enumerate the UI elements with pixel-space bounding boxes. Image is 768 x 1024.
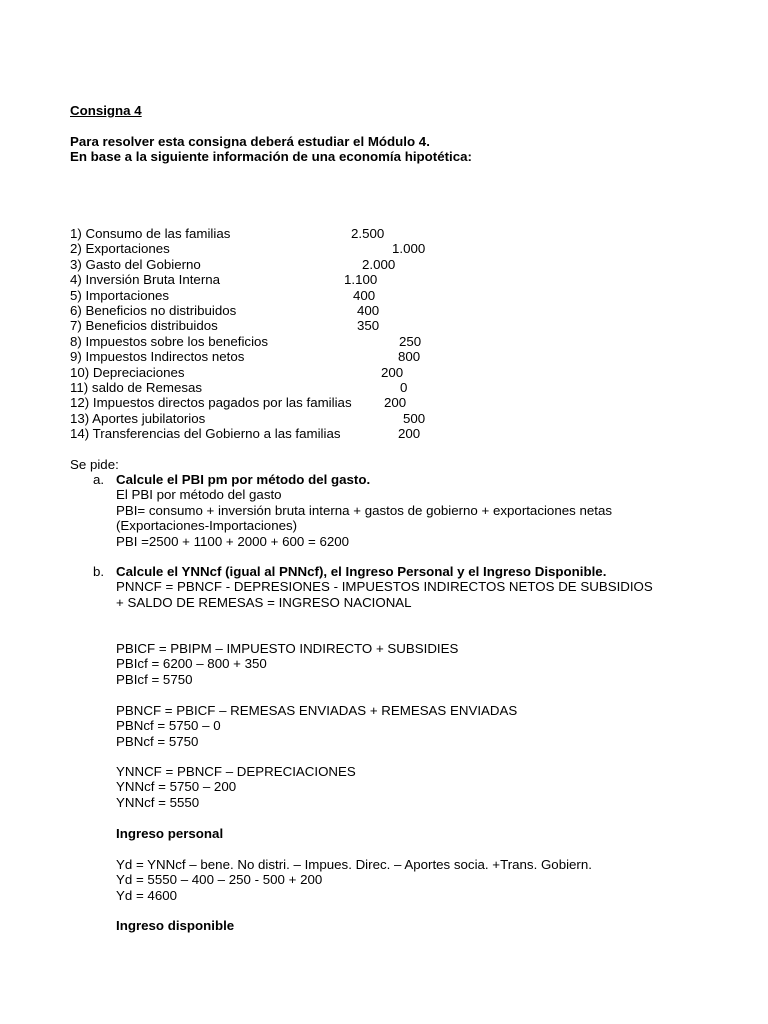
data-value: 400 bbox=[353, 287, 376, 303]
formula-line: YNNcf = 5550 bbox=[116, 794, 200, 810]
data-label: 3) Gasto del Gobierno bbox=[70, 256, 201, 272]
data-row bbox=[70, 365, 490, 380]
part-a-body bbox=[116, 472, 726, 549]
data-label: 4) Inversión Bruta Interna bbox=[70, 272, 221, 288]
data-value: 250 bbox=[399, 333, 422, 349]
data-label: 11) saldo de Remesas bbox=[70, 379, 203, 395]
formula-line: PBNCF = PBICF – REMESAS ENVIADAS + REMESAS ENVIADAS bbox=[116, 703, 518, 718]
data-label: 12) Impuestos directos pagados por las familias bbox=[70, 395, 352, 411]
formula-line: PBICF = PBIPM – IMPUESTO INDIRECTO + SUBSIDIES bbox=[116, 641, 459, 656]
part-b-line: PNNCF = PBNCF - DEPRESIONES - IMPUESTOS INDIRECTOS NETOS DE SUBSIDIOS bbox=[116, 579, 653, 595]
se-pide-label: Se pide: bbox=[70, 457, 119, 472]
ingreso-disponible-heading: Ingreso disponible bbox=[116, 918, 235, 933]
pbncf-calculation bbox=[116, 703, 726, 749]
formula-line: Yd = 5550 – 400 – 250 - 500 + 200 bbox=[116, 872, 323, 888]
formula-line: PBNcf = 5750 – 0 bbox=[116, 718, 221, 734]
formula-line: Yd = YNNcf – bene. No distri. – Impues. Direc. – Aportes socia. +Trans. Gobiern. bbox=[116, 857, 592, 872]
data-row bbox=[70, 349, 490, 364]
data-label: 13) Aportes jubilatorios bbox=[70, 410, 206, 426]
data-value: 2.000 bbox=[362, 256, 396, 272]
data-value: 1.000 bbox=[392, 241, 426, 257]
part-a-heading: Calcule el PBI pm por método del gasto. bbox=[116, 472, 371, 487]
part-b-body bbox=[116, 564, 726, 610]
yd-calculation bbox=[116, 857, 726, 903]
intro-line-1: Para resolver esta consigna deberá estudiar el Módulo 4. bbox=[70, 134, 430, 149]
data-label: 7) Beneficios distribuidos bbox=[70, 318, 218, 334]
data-row bbox=[70, 272, 490, 287]
part-a-line: PBI= consumo + inversión bruta interna + gastos de gobierno + exportaciones netas bbox=[116, 502, 612, 518]
formula-line: PBIcf = 6200 – 800 + 350 bbox=[116, 656, 267, 672]
part-a-letter: a. bbox=[93, 472, 105, 487]
data-value: 350 bbox=[357, 318, 380, 334]
data-row bbox=[70, 257, 490, 272]
data-row bbox=[70, 334, 490, 349]
formula-line: YNNCF = PBNCF – DEPRECIACIONES bbox=[116, 764, 356, 779]
part-a-line: PBI =2500 + 1100 + 2000 + 600 = 6200 bbox=[116, 533, 350, 549]
document-title: Consigna 4 bbox=[70, 103, 142, 118]
data-label: 14) Transferencias del Gobierno a las familias bbox=[70, 426, 341, 442]
data-value: 200 bbox=[381, 364, 404, 380]
data-label: 8) Impuestos sobre los beneficios bbox=[70, 333, 269, 349]
intro-line-2: En base a la siguiente información de una economía hipotética: bbox=[70, 149, 472, 165]
data-label: 9) Impuestos Indirectos netos bbox=[70, 349, 245, 365]
data-row bbox=[70, 318, 490, 333]
data-value: 400 bbox=[357, 302, 380, 318]
data-label: 6) Beneficios no distribuidos bbox=[70, 302, 237, 318]
formula-line: YNNcf = 5750 – 200 bbox=[116, 779, 237, 795]
data-value: 1.100 bbox=[344, 272, 378, 288]
data-row bbox=[70, 226, 490, 241]
economic-data-list bbox=[70, 226, 490, 441]
part-b-heading: Calcule el YNNcf (igual al PNNcf), el Ingreso Personal y el Ingreso Disponible. bbox=[116, 564, 607, 579]
part-a-line: El PBI por método del gasto bbox=[116, 487, 282, 503]
data-label: 1) Consumo de las familias bbox=[70, 226, 231, 241]
data-label: 10) Depreciaciones bbox=[70, 364, 185, 380]
data-row bbox=[70, 395, 490, 410]
ynncf-calculation bbox=[116, 764, 726, 810]
data-value: 200 bbox=[384, 395, 407, 411]
pbicf-calculation bbox=[116, 641, 726, 687]
data-row bbox=[70, 241, 490, 256]
intro-text bbox=[70, 134, 472, 165]
formula-line: PBNcf = 5750 bbox=[116, 733, 199, 749]
data-row bbox=[70, 426, 490, 441]
ingreso-personal-heading: Ingreso personal bbox=[116, 826, 224, 841]
data-row bbox=[70, 288, 490, 303]
data-label: 5) Importaciones bbox=[70, 287, 170, 303]
data-row bbox=[70, 411, 490, 426]
data-value: 2.500 bbox=[351, 226, 385, 241]
part-b-line: + SALDO DE REMESAS = INGRESO NACIONAL bbox=[116, 594, 412, 610]
data-value: 0 bbox=[400, 379, 408, 395]
data-row bbox=[70, 380, 490, 395]
formula-line: PBIcf = 5750 bbox=[116, 671, 193, 687]
data-value: 500 bbox=[403, 410, 426, 426]
formula-line: Yd = 4600 bbox=[116, 887, 177, 903]
part-a-line: (Exportaciones-Importaciones) bbox=[116, 518, 298, 534]
data-label: 2) Exportaciones bbox=[70, 241, 170, 257]
part-b-letter: b. bbox=[93, 564, 105, 579]
data-row bbox=[70, 303, 490, 318]
data-value: 800 bbox=[398, 349, 421, 365]
data-value: 200 bbox=[398, 426, 421, 442]
